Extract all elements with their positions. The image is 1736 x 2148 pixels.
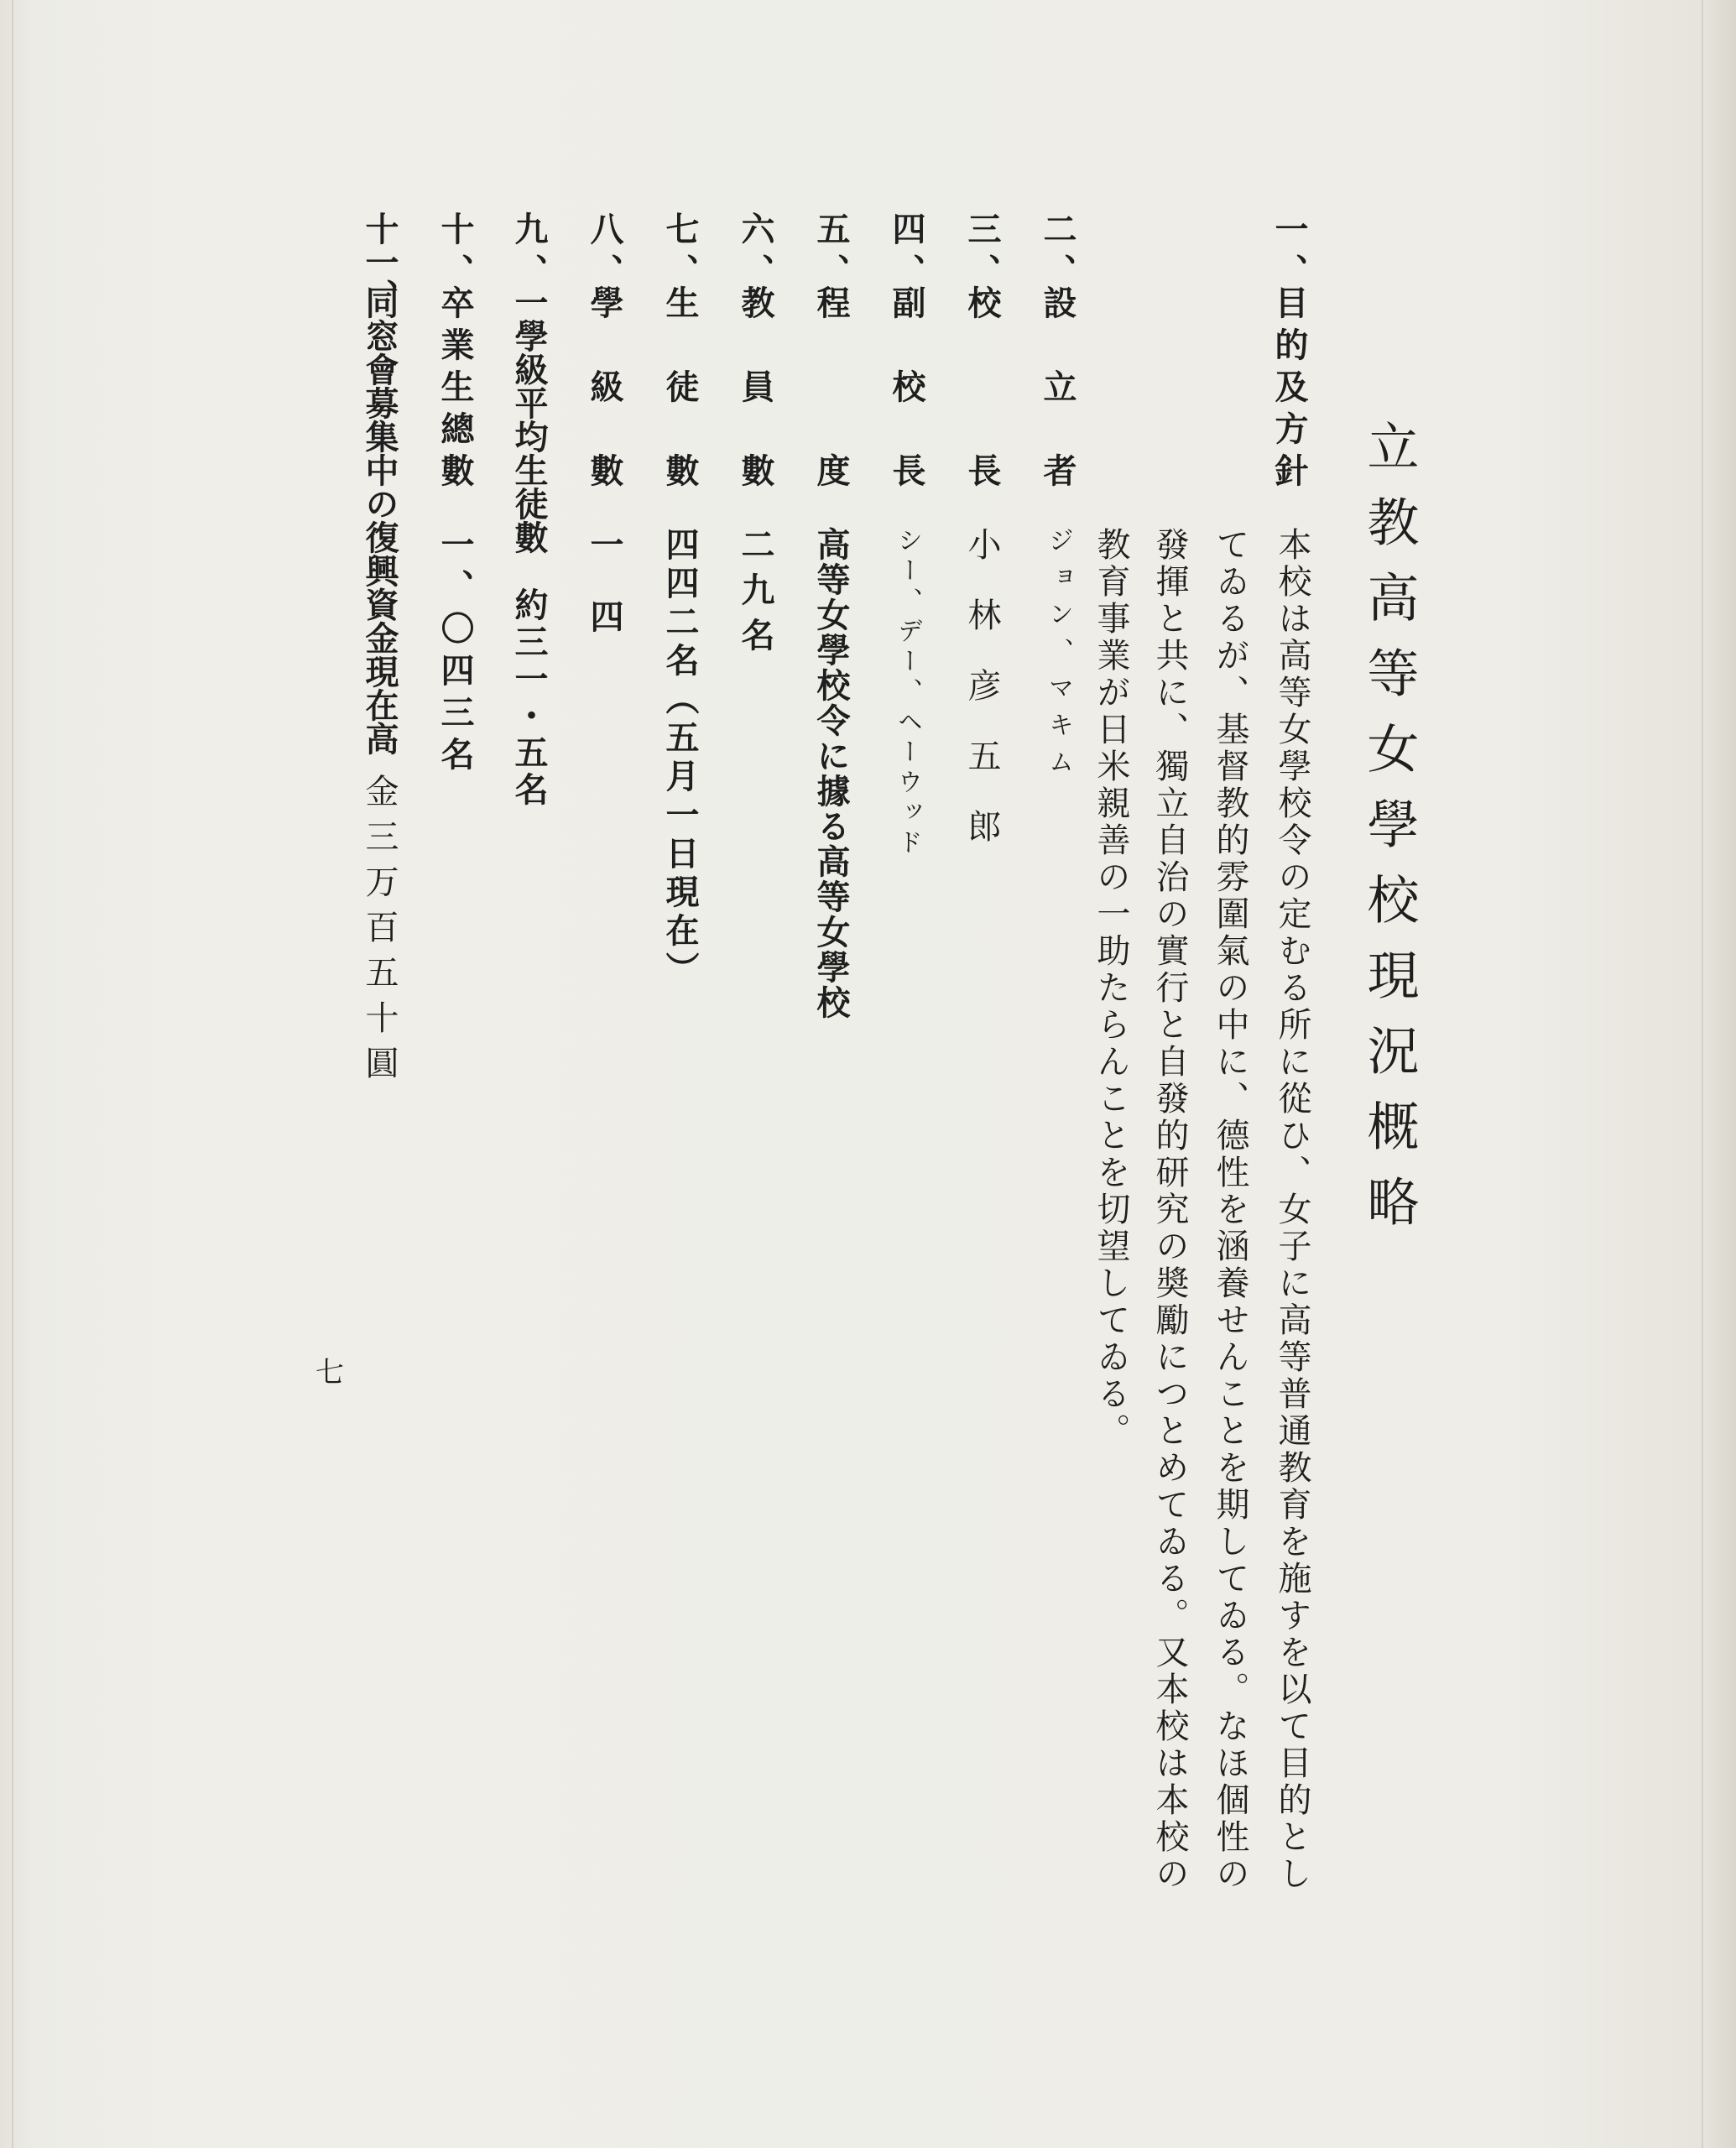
item-number: 六、 <box>736 211 775 295</box>
item-label: 同窓會募集中の復興資金現在高 <box>360 285 399 755</box>
item-value: 小林彦五郎 <box>962 527 1001 879</box>
purpose-line-4: 教育事業が日米親善の一助たらんことを切望してゐる。 <box>1092 527 1130 1450</box>
page-title: 立教高等女學校現況概略 <box>1358 420 1420 1250</box>
item-number: 三、 <box>962 211 1002 295</box>
item-label: 程 度 <box>811 285 851 495</box>
item-label: 一學級平均生徒數 <box>509 285 549 554</box>
item-number: 五、 <box>811 211 851 295</box>
item-value: 高等女學校令に據る高等女學校 <box>811 527 851 1020</box>
item-label: 校 長 <box>962 285 1002 495</box>
item-label: 卒業生總數 <box>435 285 475 495</box>
purpose-line-2: てゐるが、基督教的雰圍氣の中に、德性を涵養せんことを期してゐる。なほ個性の <box>1211 527 1249 1893</box>
item-value: ジョン、マキム <box>1044 527 1073 785</box>
item-value: 二九名 <box>736 527 775 663</box>
page-edge-right <box>1702 0 1703 2148</box>
item-value: シー、デー、ヘーウッド <box>893 527 922 859</box>
list-item <box>1269 211 1309 295</box>
item-value: 一、〇四三名 <box>435 527 475 779</box>
page-edge-left <box>12 0 13 2148</box>
item-number: 二、 <box>1038 211 1077 295</box>
purpose-line-1: 本校は高等女學校令の定むる所に從ひ、女子に高等普通教育を施すを以て目的とし <box>1273 527 1311 1893</box>
item-value: 一四 <box>585 527 624 671</box>
item-value: 金三万百五十圓 <box>360 774 399 1091</box>
item-value: 四四二名（五月一日現在） <box>660 527 700 990</box>
item-label: 設 立 者 <box>1038 285 1077 495</box>
item-label: 生 徒 數 <box>660 285 700 495</box>
item-number: 十一、 <box>360 211 399 312</box>
item-number: 九、 <box>509 211 549 295</box>
item-number: 四、 <box>887 211 926 295</box>
item-number: 一、 <box>1269 211 1309 295</box>
item-number: 十、 <box>435 211 475 295</box>
item-value: 約三一・五名 <box>509 587 549 809</box>
item-label: 學 級 數 <box>585 285 624 495</box>
item-label: 教 員 數 <box>736 285 775 495</box>
item-label: 目的及方針 <box>1269 285 1309 495</box>
purpose-line-3: 發揮と共に、獨立自治の實行と自發的研究の奬勵につとめてゐる。又本校は本校の <box>1150 527 1189 1893</box>
page-number: 七 <box>315 1356 344 1389</box>
item-number: 七、 <box>660 211 700 295</box>
item-label: 副 校 長 <box>887 285 926 495</box>
item-number: 八、 <box>585 211 624 295</box>
